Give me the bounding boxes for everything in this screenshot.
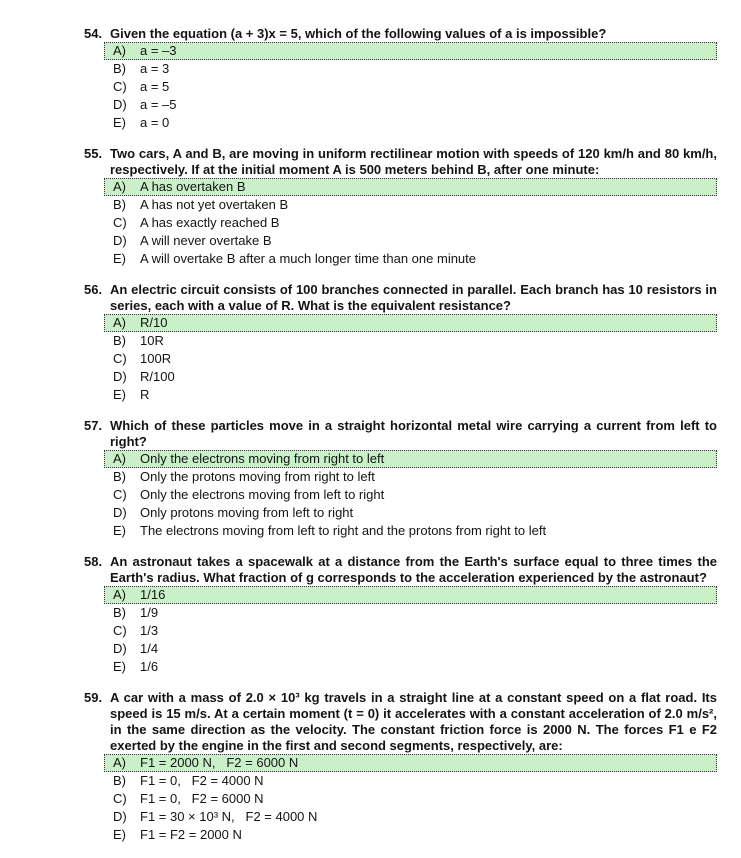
option-row <box>104 468 717 486</box>
option-text: A has not yet overtaken B <box>140 197 289 212</box>
option-text: F1 = 0, F2 = 6000 N <box>140 791 264 806</box>
option-letter: D) <box>113 97 127 112</box>
option-letter: C) <box>113 791 127 806</box>
option-letter: B) <box>113 773 126 788</box>
options-list <box>104 42 717 132</box>
option-letter: E) <box>113 523 126 538</box>
option-text: 1/6 <box>140 659 159 674</box>
option-letter: C) <box>113 623 127 638</box>
option-row <box>104 96 717 114</box>
option-letter: A) <box>113 43 126 58</box>
option-text: Only the electrons moving from right to left <box>140 451 385 466</box>
option-text: 1/4 <box>140 641 159 656</box>
question-stem: Given the equation (a + 3)x = 5, which of the following values of a is impossible? <box>110 26 607 41</box>
option-text: 100R <box>140 351 172 366</box>
question-stem: An electric circuit consists of 100 branches connected in parallel. Each branch has 10 resistors in series, each with a value of R. What is the equivalent resistance? <box>110 282 717 313</box>
question-header <box>84 282 717 314</box>
option-text: 1/3 <box>140 623 159 638</box>
option-text: a = –3 <box>140 43 177 58</box>
option-letter: E) <box>113 827 126 842</box>
option-row <box>104 486 717 504</box>
question-block <box>84 690 717 844</box>
option-text: F1 = 30 × 10³ N, F2 = 4000 N <box>140 809 318 824</box>
answer-highlight-row <box>104 314 717 332</box>
option-text: 10R <box>140 333 164 348</box>
option-text: a = –5 <box>140 97 177 112</box>
options-list <box>104 586 717 676</box>
options-list <box>104 314 717 404</box>
question-stem: An astronaut takes a spacewalk at a distance from the Earth's surface equal to three times the Earth's radius. What fraction of g corresponds to the acceleration experienced by the astronaut? <box>110 554 717 585</box>
option-letter: A) <box>113 755 126 770</box>
option-text: R/100 <box>140 369 175 384</box>
option-letter: B) <box>113 61 126 76</box>
document-page <box>84 26 717 858</box>
option-text: A will overtake B after a much longer time than one minute <box>140 251 477 266</box>
option-text: Only protons moving from left to right <box>140 505 354 520</box>
option-row <box>104 808 717 826</box>
option-letter: A) <box>113 451 126 466</box>
option-letter: D) <box>113 233 127 248</box>
options-list <box>104 754 717 844</box>
option-row <box>104 60 717 78</box>
question-header <box>84 146 717 178</box>
question-header <box>84 418 717 450</box>
answer-highlight-row <box>104 42 717 60</box>
option-text: R <box>140 387 150 402</box>
answer-highlight-row <box>104 586 717 604</box>
option-letter: C) <box>113 215 127 230</box>
option-letter: B) <box>113 197 126 212</box>
option-row <box>104 790 717 808</box>
option-row <box>104 368 717 386</box>
option-row <box>104 504 717 522</box>
option-row <box>104 250 717 268</box>
answer-highlight-row <box>104 450 717 468</box>
option-letter: B) <box>113 605 126 620</box>
question-number: 59. <box>84 690 103 705</box>
option-text: F1 = 0, F2 = 4000 N <box>140 773 264 788</box>
option-letter: E) <box>113 387 126 402</box>
question-number: 55. <box>84 146 103 161</box>
question-header <box>84 554 717 586</box>
question-stem: Two cars, A and B, are moving in uniform rectilinear motion with speeds of 120 km/h and 80 km/h, respectively. If at the initial moment A is 500 meters behind B, after one minute: <box>110 146 717 177</box>
option-letter: A) <box>113 587 126 602</box>
option-letter: D) <box>113 809 127 824</box>
option-text: F1 = 2000 N, F2 = 6000 N <box>140 755 299 770</box>
option-row <box>104 604 717 622</box>
option-letter: D) <box>113 369 127 384</box>
option-row <box>104 114 717 132</box>
option-letter: C) <box>113 487 127 502</box>
question-stem: Which of these particles move in a straight horizontal metal wire carrying a current from left to right? <box>110 418 717 449</box>
question-number: 57. <box>84 418 103 433</box>
option-text: R/10 <box>140 315 168 330</box>
option-row <box>104 214 717 232</box>
option-row <box>104 658 717 676</box>
option-text: a = 5 <box>140 79 170 94</box>
option-text: The electrons moving from left to right and the protons from right to left <box>140 523 547 538</box>
option-row <box>104 772 717 790</box>
option-letter: A) <box>113 179 126 194</box>
question-block <box>84 282 717 404</box>
question-stem: A car with a mass of 2.0 × 10³ kg travels in a straight line at a constant speed on a flat road. Its speed is 15 m/s. At a certain moment (t = 0) it accelerates with a constant acceleration of 2.0 m/s², in the same direction as the velocity. The constant friction force is 2000 N. The forces F1 e F2 exerted by the engine in the first and second segments, respectively, are: <box>110 690 717 753</box>
question-block <box>84 26 717 132</box>
option-row <box>104 332 717 350</box>
option-text: a = 0 <box>140 115 170 130</box>
option-row <box>104 386 717 404</box>
option-letter: D) <box>113 641 127 656</box>
option-row <box>104 232 717 250</box>
option-letter: B) <box>113 333 126 348</box>
question-block <box>84 554 717 676</box>
option-row <box>104 196 717 214</box>
option-letter: B) <box>113 469 126 484</box>
option-text: a = 3 <box>140 61 170 76</box>
answer-highlight-row <box>104 754 717 772</box>
option-letter: A) <box>113 315 126 330</box>
option-text: A will never overtake B <box>140 233 272 248</box>
option-text: 1/16 <box>140 587 166 602</box>
question-number: 58. <box>84 554 103 569</box>
option-row <box>104 350 717 368</box>
option-text: 1/9 <box>140 605 159 620</box>
question-header <box>84 26 717 42</box>
option-letter: E) <box>113 251 126 266</box>
option-text: Only the protons moving from right to left <box>140 469 375 484</box>
option-row <box>104 826 717 844</box>
answer-highlight-row <box>104 178 717 196</box>
question-block <box>84 146 717 268</box>
option-row <box>104 622 717 640</box>
question-block <box>84 418 717 540</box>
question-number: 54. <box>84 26 103 41</box>
option-row <box>104 522 717 540</box>
option-letter: D) <box>113 505 127 520</box>
option-letter: C) <box>113 79 127 94</box>
option-row <box>104 640 717 658</box>
options-list <box>104 450 717 540</box>
question-number: 56. <box>84 282 103 297</box>
option-letter: C) <box>113 351 127 366</box>
options-list <box>104 178 717 268</box>
question-header <box>84 690 717 754</box>
option-text: Only the electrons moving from left to right <box>140 487 385 502</box>
option-letter: E) <box>113 659 126 674</box>
option-text: A has exactly reached B <box>140 215 280 230</box>
option-row <box>104 78 717 96</box>
option-letter: E) <box>113 115 126 130</box>
option-text: F1 = F2 = 2000 N <box>140 827 242 842</box>
option-text: A has overtaken B <box>140 179 246 194</box>
